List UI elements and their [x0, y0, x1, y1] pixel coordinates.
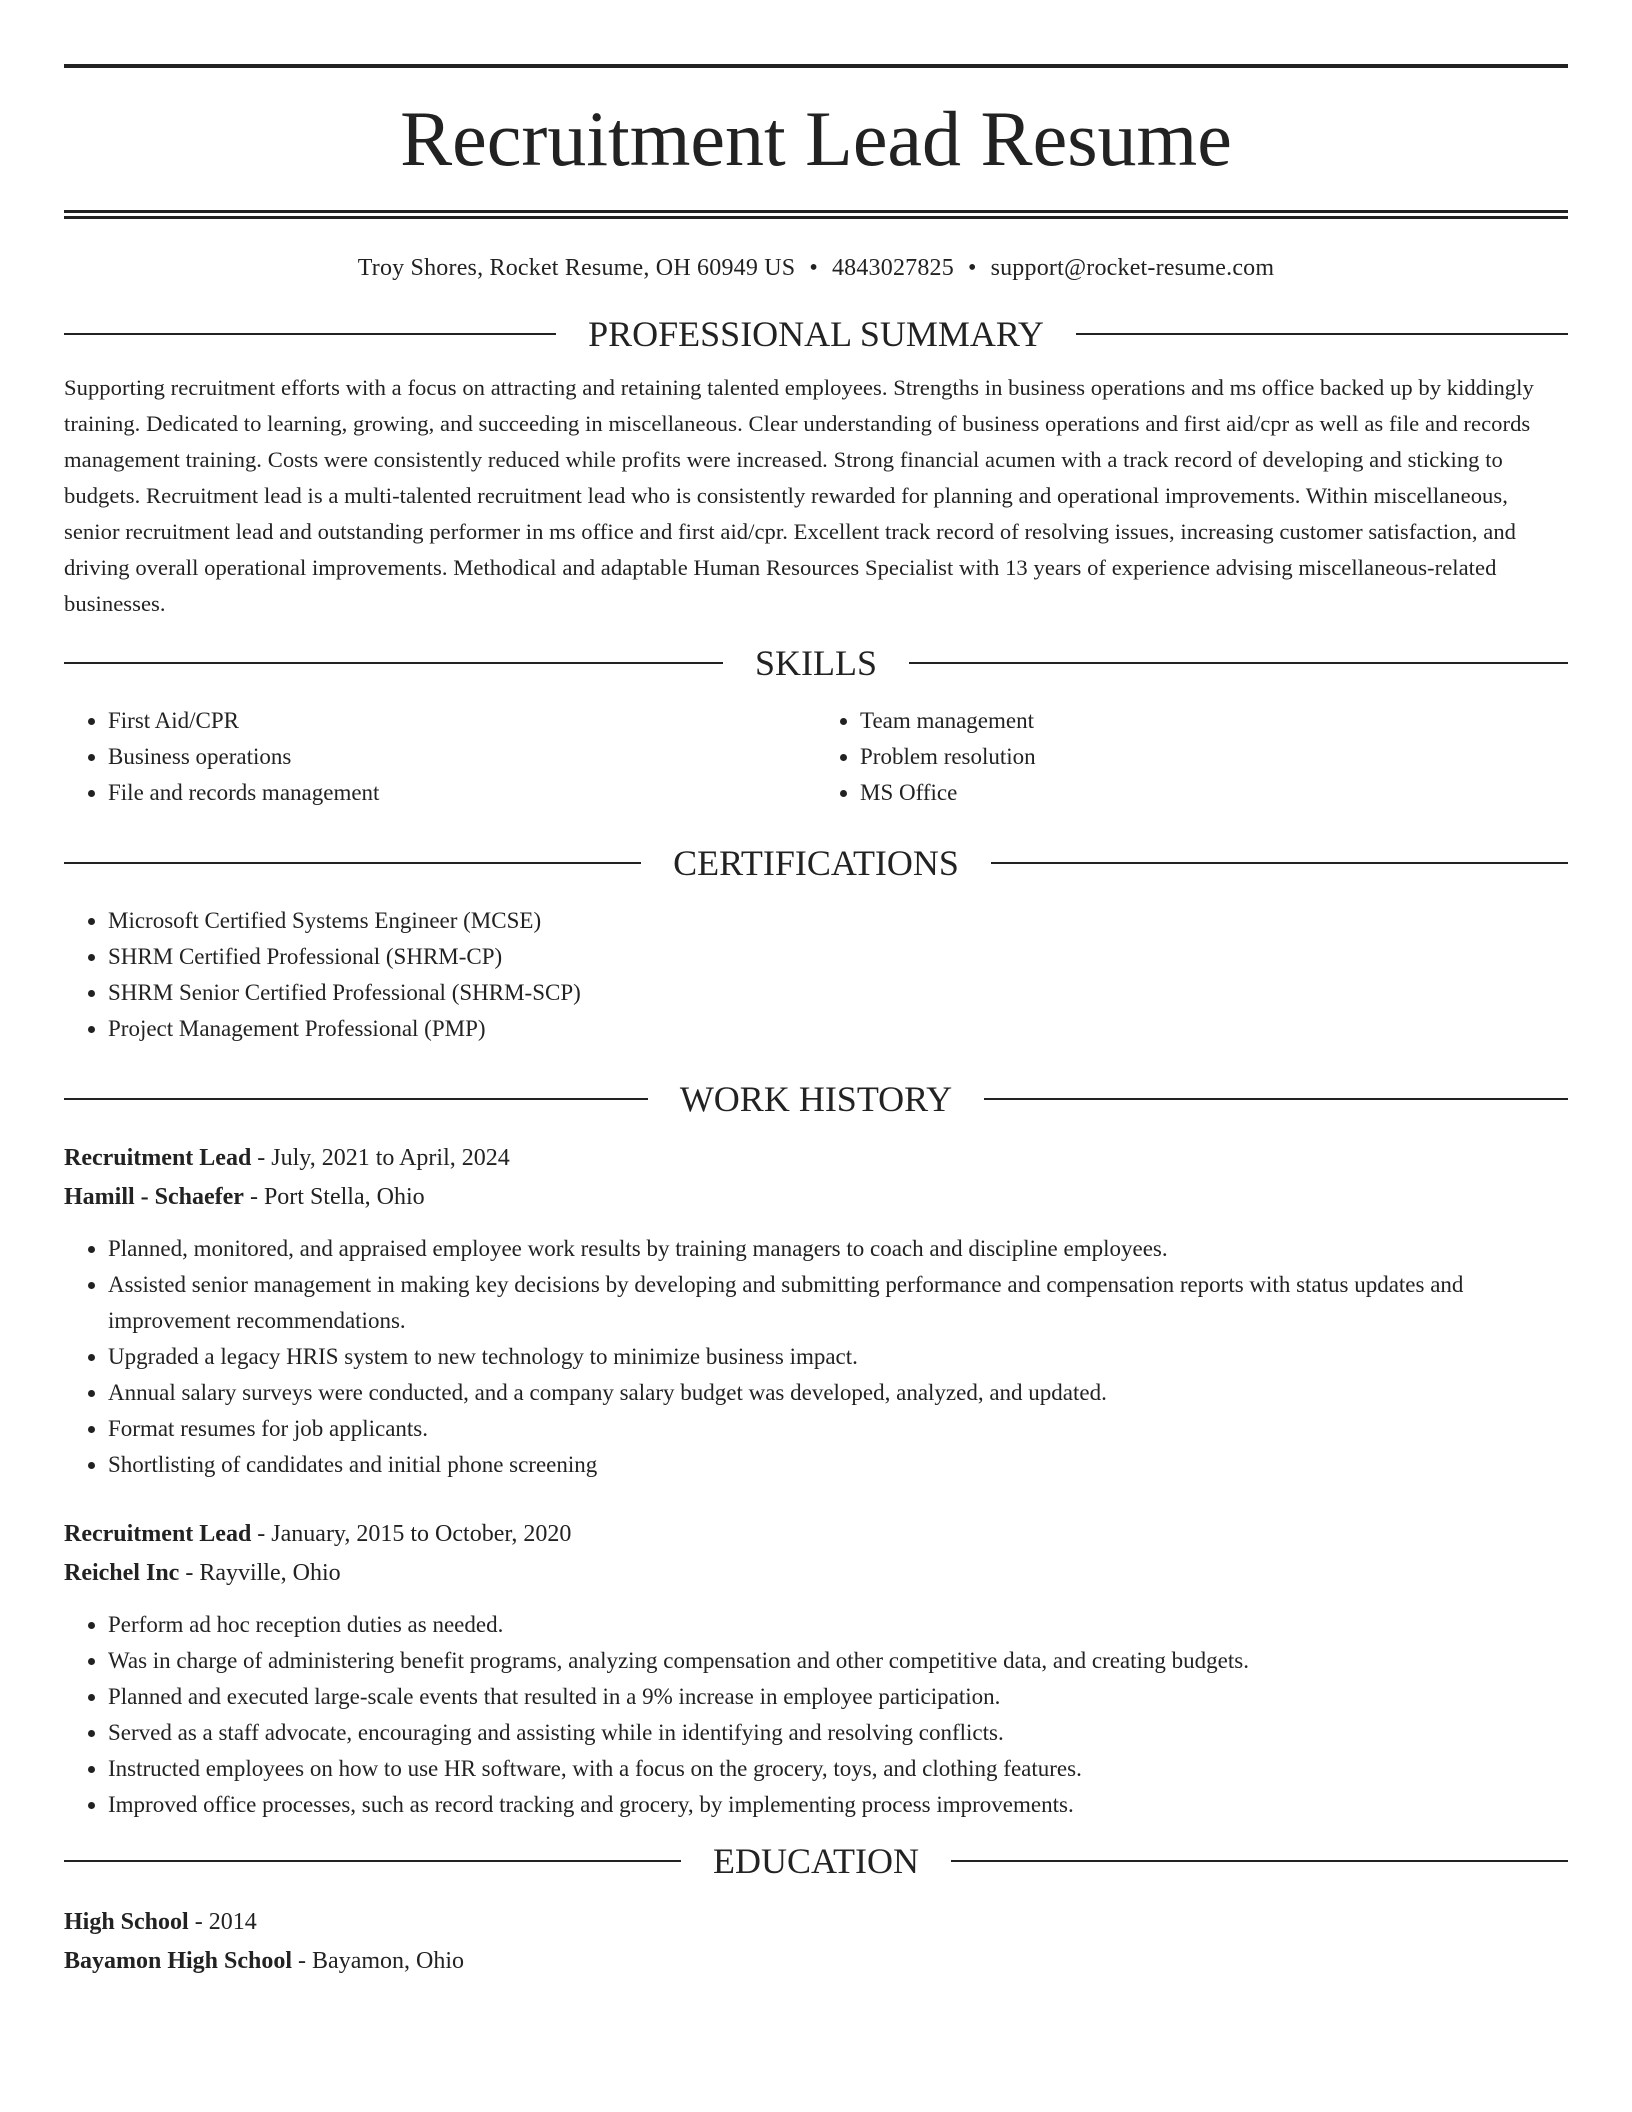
job-role: Recruitment Lead: [64, 1144, 252, 1171]
job-role: Recruitment Lead: [64, 1520, 252, 1547]
skills-column-left: [64, 703, 816, 811]
job-duty: • Format resumes for job applicants.: [108, 1411, 1568, 1447]
education-entry: [64, 1903, 1568, 1981]
education-school: Bayamon High School: [64, 1947, 293, 1974]
job-entry: [64, 1515, 1568, 1823]
job-company-line: Hamill - Schaefer - Port Stella, Ohio: [64, 1183, 425, 1210]
work-section-header: [64, 1078, 1568, 1119]
certification-item: • SHRM Senior Certified Professional (SHRM-SCP): [108, 975, 1568, 1011]
education-degree: High School: [64, 1908, 189, 1935]
summary-section-header: [64, 316, 1568, 352]
contact-phone: 4843027825: [831, 255, 954, 281]
skills-column-right: [816, 703, 1568, 811]
title-double-rule: [64, 210, 1568, 219]
job-company: Hamill - Schaefer: [64, 1183, 244, 1210]
top-rule: [64, 64, 1568, 68]
section-divider: [64, 1098, 648, 1100]
section-divider: [991, 862, 1568, 864]
certification-item: • Project Management Professional (PMP): [108, 1011, 1568, 1047]
job-location: Rayville, Ohio: [199, 1559, 341, 1586]
section-divider: [64, 333, 556, 335]
work-section-title: WORK HISTORY: [679, 1078, 953, 1119]
job-entry: [64, 1139, 1568, 1483]
job-role-line: Recruitment Lead - January, 2015 to October, 2020: [64, 1520, 572, 1547]
skill-item: • File and records management: [108, 775, 816, 811]
education-degree-line: High School - 2014: [64, 1908, 257, 1935]
section-divider: [909, 662, 1568, 664]
job-duty: • Planned, monitored, and appraised employee work results by training managers to coach and discipline employees.: [108, 1231, 1568, 1267]
section-divider: [64, 862, 641, 864]
section-divider: [64, 662, 723, 664]
section-divider: [951, 1860, 1568, 1862]
job-dates: July, 2021 to April, 2024: [271, 1144, 510, 1171]
skill-item: • First Aid/CPR: [108, 703, 816, 739]
job-duties-list: [64, 1231, 1568, 1483]
contact-line: [64, 255, 1568, 282]
education-year: 2014: [208, 1908, 257, 1935]
summary-text: Supporting recruitment efforts with a focus on attracting and retaining talented employees. Strengths in business operations and ms office backed up by kiddingly training. Dedicated to learning, growing, and succeeding in miscellaneous. Clear understanding of business operations and first aid/cpr as well as file and records management training. Costs were consistently reduced while profits were increased. Strong financial acumen with a track record of developing and sticking to budgets. Recruitment lead is a multi-talented recruitment lead who is consistently rewarded for planning and operational improvements. Within miscellaneous, senior recruitment lead and outstanding performer in ms office and first aid/cpr. Excellent track record of resolving issues, increasing customer satisfaction, and driving overall operational improvements. Methodical and adaptable Human Resources Specialist with 13 years of experience advising miscellaneous-related businesses.: [64, 375, 1534, 616]
skill-item: • MS Office: [860, 775, 1568, 811]
job-dates: January, 2015 to October, 2020: [271, 1520, 572, 1547]
section-divider: [64, 1860, 681, 1862]
job-duty: • Planned and executed large-scale events that resulted in a 9% increase in employee participation.: [108, 1679, 1568, 1715]
contact-address: Troy Shores, Rocket Resume, OH 60949 US: [357, 255, 796, 281]
job-role-line: Recruitment Lead - July, 2021 to April, 2024: [64, 1144, 510, 1171]
job-location: Port Stella, Ohio: [263, 1183, 425, 1210]
certification-item: • SHRM Certified Professional (SHRM-CP): [108, 939, 1568, 975]
job-duty: • Annual salary surveys were conducted, and a company salary budget was developed, analyzed, and updated.: [108, 1375, 1568, 1411]
job-duty: • Upgraded a legacy HRIS system to new technology to minimize business impact.: [108, 1339, 1568, 1375]
skills-list: [64, 703, 1568, 811]
contact-separator: •: [967, 255, 977, 281]
education-location: Bayamon, Ohio: [312, 1947, 465, 1974]
job-company: Reichel Inc: [64, 1559, 180, 1586]
resume-title: Recruitment Lead Resume: [400, 95, 1232, 182]
job-duty: • Instructed employees on how to use HR software, with a focus on the grocery, toys, and clothing features.: [108, 1751, 1568, 1787]
skill-item: • Business operations: [108, 739, 816, 775]
job-duty: • Improved office processes, such as record tracking and grocery, by implementing process improvements.: [108, 1787, 1568, 1823]
job-duty: • Served as a staff advocate, encouraging and assisting while in identifying and resolving conflicts.: [108, 1715, 1568, 1751]
skill-item: • Problem resolution: [860, 739, 1568, 775]
job-company-line: Reichel Inc - Rayville, Ohio: [64, 1559, 341, 1586]
job-duty: • Perform ad hoc reception duties as needed.: [108, 1607, 1568, 1643]
education-section-title: EDUCATION: [713, 1840, 919, 1881]
skill-item: • Team management: [860, 703, 1568, 739]
education-section-header: [64, 1840, 1568, 1881]
section-divider: [1076, 333, 1568, 335]
education-school-line: Bayamon High School - Bayamon, Ohio: [64, 1947, 465, 1974]
skills-section-header: [64, 642, 1568, 683]
job-duties-list: [64, 1607, 1568, 1823]
certifications-section-header: [64, 842, 1568, 883]
certifications-list: [64, 903, 1568, 1047]
certification-item: • Microsoft Certified Systems Engineer (MCSE): [108, 903, 1568, 939]
skills-section-title: SKILLS: [755, 642, 878, 683]
job-duty: • Was in charge of administering benefit programs, analyzing compensation and other competitive data, and creating budgets.: [108, 1643, 1568, 1679]
job-duty: • Assisted senior management in making key decisions by developing and submitting performance and compensation reports with status updates and improvement recommendations.: [108, 1267, 1568, 1339]
section-divider: [984, 1098, 1568, 1100]
summary-section-title: PROFESSIONAL SUMMARY: [588, 314, 1044, 354]
certifications-section-title: CERTIFICATIONS: [673, 842, 959, 883]
contact-separator: •: [809, 255, 818, 281]
contact-email: support@rocket-resume.com: [990, 255, 1275, 281]
job-duty: • Shortlisting of candidates and initial phone screening: [108, 1447, 1568, 1483]
